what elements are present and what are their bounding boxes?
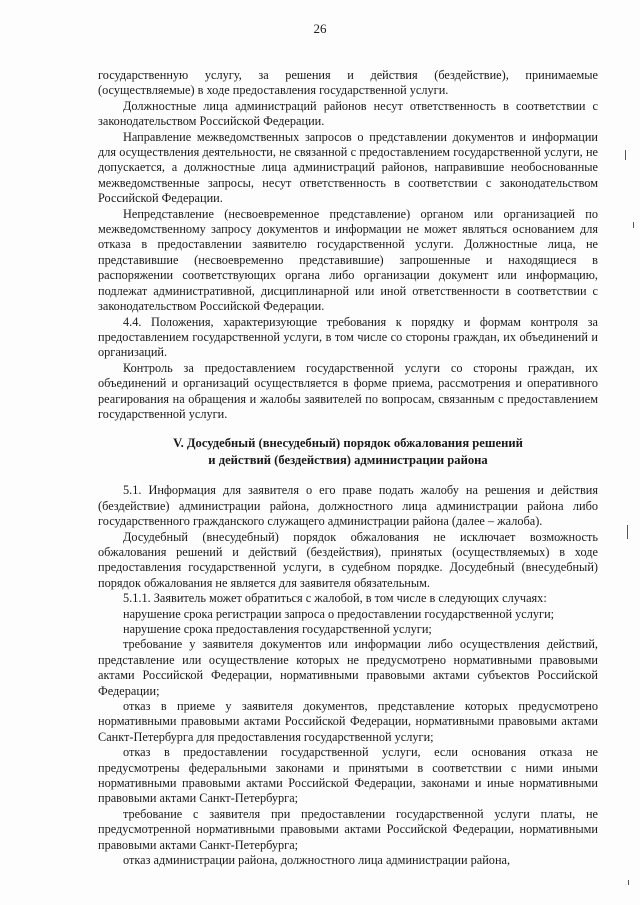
page-number: 26 — [313, 21, 327, 36]
scan-mark — [625, 150, 626, 160]
section-heading — [98, 435, 598, 469]
list-item: нарушение срока предоставления государственной услуги; — [123, 622, 432, 636]
list-item: требование с заявителя при предоставлении государственной услуги платы, не предусмотренной нормативными правовыми актами Российской Федерации, нормативными правовыми актами Санкт-Петербурга; — [98, 806, 598, 852]
scan-mark — [633, 222, 634, 228]
list-item: нарушение срока регистрации запроса о предоставлении государственной услуги; — [123, 606, 555, 621]
list-item: отказ администрации района, должностного лица администрации района, — [123, 853, 511, 868]
paragraph: 4.4. Положения, характеризующие требования к порядку и формам контроля за предоставлением государственной услуги, в том числе со стороны граждан, их объединений и организаций. — [98, 314, 598, 360]
paragraph: 5.1. Информация для заявителя о его праве подать жалобу на решения и действия (бездействие) администрации района, должностного лица администрации района либо государственного гражданского служащего администрации района (далее – жалоба). — [98, 483, 598, 529]
paragraph: Контроль за предоставлением государственной услуги со стороны граждан, их объединений и организаций осуществляется в форме приема, рассмотрения и оперативного реагирования на обращения и жалобы заявителей по вопросам, связанным с предоставлением государственной услуги. — [98, 360, 598, 421]
paragraph: Должностные лица администраций районов несут ответственность в соответствии с законодательством Российской Федерации. — [98, 98, 598, 129]
list-item: отказ в предоставлении государственной услуги, если основания отказа не предусмотрены федеральными законами и принятыми в соответствии с ними иными нормативными правовыми актами Российской Федерации, законами и иные нормативными правовыми актами Санкт-Петербурга; — [98, 745, 598, 806]
scan-mark — [627, 525, 628, 539]
document-body — [98, 68, 598, 869]
paragraph: Направление межведомственных запросов о представлении документов и информации для осуществления деятельности, не связанной с предоставлением государственной услуги, не допускается, а должностные лица администраций районов, направившие необоснованные межведомственные запросы, несут ответственность в соответствии с законодательством Российской Федерации. — [98, 129, 598, 206]
paragraph: государственную услугу, за решения и действия (бездействие), принимаемые (осуществляемые) в ходе предоставления государственной услуги. — [98, 68, 598, 98]
section-heading-line-1: V. Досудебный (внесудебный) порядок обжалования решений — [173, 436, 523, 451]
paragraph: 5.1.1. Заявитель может обратиться с жалобой, в том числе в следующих случаях: — [123, 591, 547, 606]
list-item: требование у заявителя документов или информации либо осуществления действий, представление или осуществление которых не предусмотрено нормативными правовыми актами Российской Федерации, нормативными правовыми актами субъектов Российской Федерации; — [98, 637, 598, 698]
paragraph: Непредставление (несвоевременное представление) органом или организацией по межведомственному запросу документов и информации не может являться основанием для отказа в предоставлении заявителю государственной услуги. Должностные лица, не представившие (несвоевременно представившие) запрошенные и находящиеся в распоряжении соответствующих органа либо организации документ или информацию, подлежат административной, дисциплинарной или иной ответственности в соответствии с законодательством Российской Федерации. — [98, 206, 598, 314]
scan-mark — [628, 880, 629, 885]
section-heading-line-2: и действий (бездействия) администрации района — [208, 453, 488, 468]
paragraph: Досудебный (внесудебный) порядок обжалования не исключает возможность обжалования решений и действий (бездействия), принятых (осуществляемых) в ходе предоставления государственной услуги, в судебном порядке. Досудебный (внесудебный) порядок обжалования не является для заявителя обязательным. — [98, 529, 598, 590]
list-item: отказ в приеме у заявителя документов, представление которых предусмотрено нормативными правовыми актами Российской Федерации, нормативными правовыми актами Санкт-Петербурга для предоставления государственной услуги; — [98, 699, 598, 744]
